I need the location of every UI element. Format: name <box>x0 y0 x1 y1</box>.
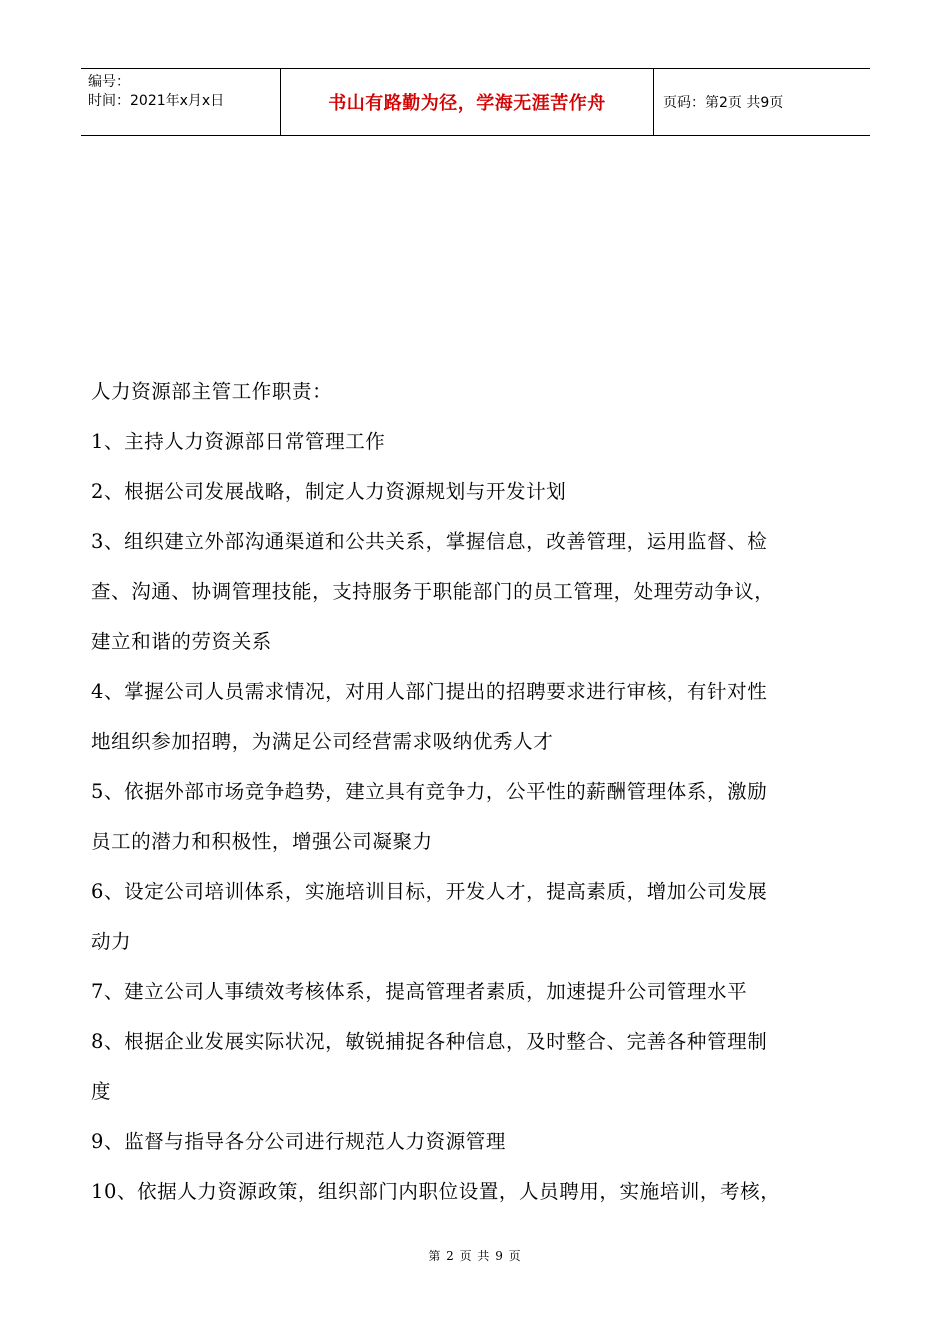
document-body <box>91 367 863 1217</box>
header-meta-cell <box>81 69 281 135</box>
serial-number-label: 编号： <box>88 74 130 90</box>
body-line: 3、组织建立外部沟通渠道和公共关系，掌握信息，改善管理，运用监督、检 <box>91 530 768 553</box>
document-header <box>81 68 870 136</box>
body-line: 10、依据人力资源政策，组织部门内职位设置，人员聘用，实施培训，考核， <box>91 1180 781 1203</box>
body-line: 地组织参加招聘，为满足公司经营需求吸纳优秀人才 <box>91 730 554 753</box>
body-line: 建立和谐的劳资关系 <box>91 630 272 653</box>
body-line: 8、根据企业发展实际状况，敏锐捕捉各种信息，及时整合、完善各种管理制 <box>91 1030 768 1053</box>
body-line: 查、沟通、协调管理技能，支持服务于职能部门的员工管理，处理劳动争议， <box>91 580 775 603</box>
body-line: 1、主持人力资源部日常管理工作 <box>91 430 386 453</box>
section-title: 人力资源部主管工作职责： <box>91 380 333 403</box>
body-line: 9、监督与指导各分公司进行规范人力资源管理 <box>91 1130 507 1153</box>
body-line: 2、根据公司发展战略，制定人力资源规划与开发计划 <box>91 480 567 503</box>
page-info: 页码：第2页 共9页 <box>663 95 784 111</box>
body-line: 7、建立公司人事绩效考核体系，提高管理者素质，加速提升公司管理水平 <box>91 980 748 1003</box>
motto-text: 书山有路勤为径，学海无涯苦作舟 <box>328 93 606 114</box>
body-line: 6、设定公司培训体系，实施培训目标，开发人才，提高素质，增加公司发展 <box>91 880 768 903</box>
header-motto-cell <box>281 69 654 135</box>
body-line: 5、依据外部市场竞争趋势，建立具有竞争力，公平性的薪酬管理体系，激励 <box>91 780 768 803</box>
body-line: 度 <box>91 1080 112 1103</box>
body-line: 动力 <box>91 930 132 953</box>
body-line: 员工的潜力和积极性，增强公司凝聚力 <box>91 830 433 853</box>
body-line: 4、掌握公司人员需求情况，对用人部门提出的招聘要求进行审核，有针对性 <box>91 680 768 703</box>
page-footer: 第 2 页 共 9 页 <box>428 1249 522 1263</box>
header-page-cell <box>654 69 870 135</box>
date-label: 时间：2021年x月x日 <box>88 93 225 109</box>
